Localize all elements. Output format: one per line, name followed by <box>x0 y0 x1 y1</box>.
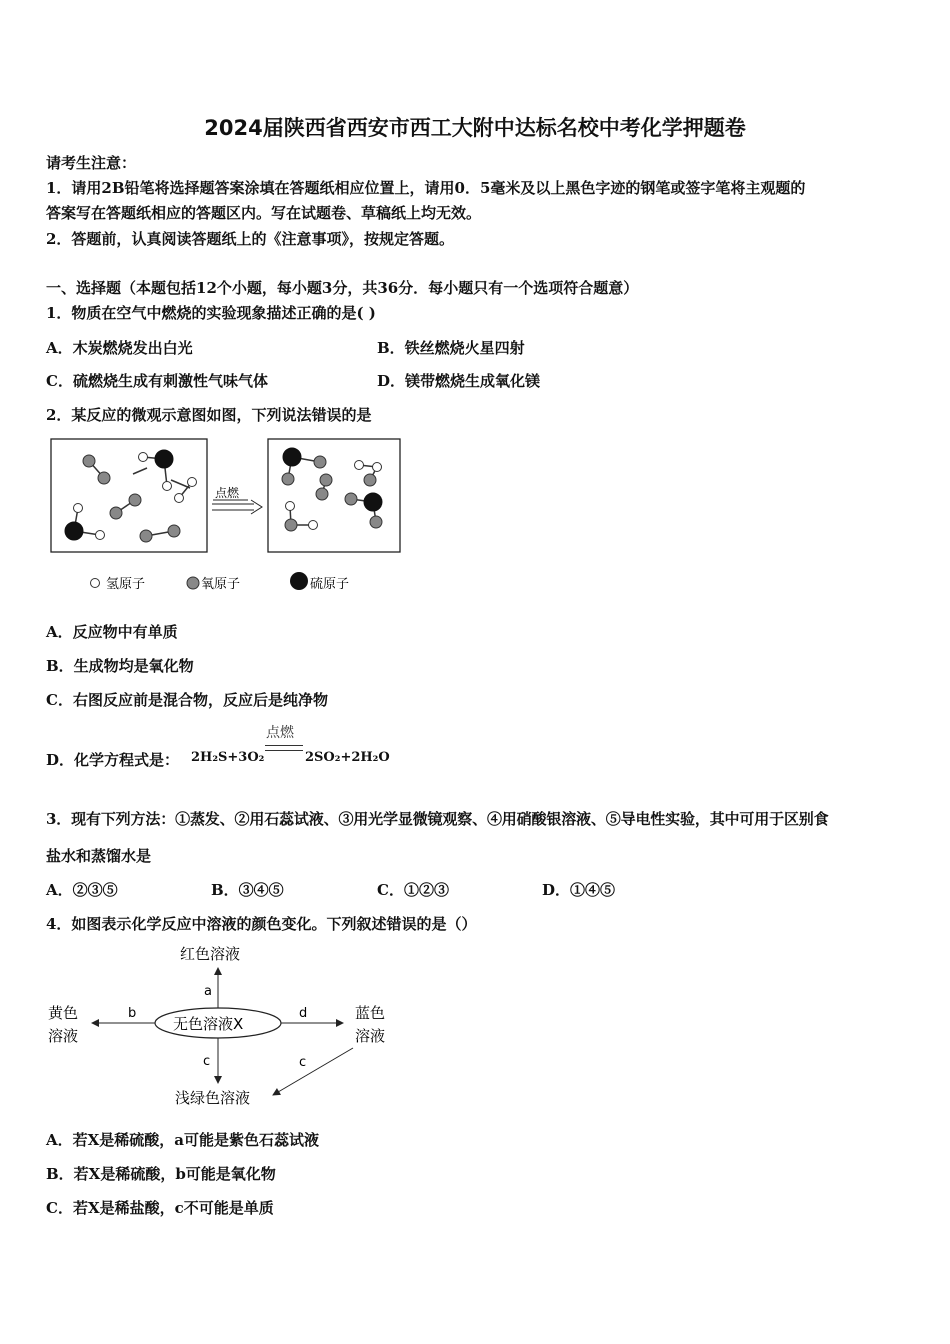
q3-option-b: B．③④⑤ <box>211 881 284 899</box>
page-title: 2024届陕西省西安市西工大附中达标名校中考化学押题卷 <box>204 116 746 140</box>
q4-option-c: C．若X是稀盐酸，c不可能是单质 <box>46 1199 274 1217</box>
legend-sulfur-icon <box>290 572 308 590</box>
bottom-solution-label: 浅绿色溶液 <box>175 1089 251 1107</box>
q1-stem: 1．物质在空气中燃烧的实验现象描述正确的是( ) <box>46 304 376 322</box>
left-molecules <box>65 450 197 542</box>
q1-option-d: D．镁带燃烧生成氧化镁 <box>377 372 541 390</box>
q3-option-c: C．①②③ <box>377 881 449 899</box>
right-solution-label-1: 蓝色 <box>355 1004 386 1022</box>
label-c-1: c <box>203 1054 211 1069</box>
notice-heading: 请考生注意： <box>46 154 137 172</box>
left-solution-label-2: 溶液 <box>48 1027 79 1045</box>
q2-option-c: C．右图反应前是混合物，反应后是纯净物 <box>46 691 328 709</box>
legend-sulfur: 硫原子 <box>310 577 350 592</box>
q3-stem-line-1: 3．现有下列方法：①蒸发、②用石蕊试液、③用光学显微镜观察、④用硝酸银溶液、⑤导电性实验，其中可用于区别食 <box>46 810 829 828</box>
q4-stem: 4．如图表示化学反应中溶液的颜色变化。下列叙述错误的是（） <box>46 915 477 933</box>
section-heading: 一、选择题（本题包括12个小题，每小题3分，共36分．每小题只有一个选项符合题意） <box>46 279 639 297</box>
equation-left: 2H₂S+3O₂ <box>191 750 265 765</box>
reaction-diagram <box>40 430 420 605</box>
q1-option-c: C．硫燃烧生成有刺激性气味气体 <box>46 372 268 390</box>
label-a: a <box>204 984 212 999</box>
label-b: b <box>128 1006 137 1021</box>
legend-oxygen: 氧原子 <box>201 577 241 592</box>
label-c-2: c <box>299 1055 307 1070</box>
q2-stem: 2．某反应的微观示意图如图，下列说法错误的是 <box>46 406 372 424</box>
equation-condition: 点燃 <box>266 725 294 741</box>
q2-option-d-prefix: D．化学方程式是： <box>46 751 180 769</box>
q3-option-d: D．①④⑤ <box>542 881 616 899</box>
notice-line-2: 2．答题前，认真阅读答题纸上的《注意事项》，按规定答题。 <box>46 230 454 248</box>
q3-option-a: A．②③⑤ <box>46 881 118 899</box>
equation-equals <box>265 745 303 751</box>
q4-option-a: A．若X是稀硫酸，a可能是紫色石蕊试液 <box>46 1131 319 1149</box>
reaction-arrow <box>212 500 262 514</box>
label-d: d <box>299 1006 308 1021</box>
q1-option-b: B．铁丝燃烧火星四射 <box>377 339 525 357</box>
q4-option-b: B．若X是稀硫酸，b可能是氧化物 <box>46 1165 276 1183</box>
legend-oxygen-icon <box>187 577 199 589</box>
arrow-c-diagonal <box>273 1048 353 1095</box>
legend-hydrogen: 氢原子 <box>106 577 146 592</box>
legend-hydrogen-icon <box>91 579 100 588</box>
q1-option-a: A．木炭燃烧发出白光 <box>46 339 193 357</box>
equation-right: 2SO₂+2H₂O <box>305 750 390 765</box>
notice-line-1b: 答案写在答题纸相应的答题区内。写在试题卷、草稿纸上均无效。 <box>46 204 482 222</box>
notice-line-1: 1．请用2B铅笔将选择题答案涂填在答题纸相应位置上，请用0．5毫米及以上黑色字迹的钢笔或签字笔将主观题的 <box>46 179 806 197</box>
right-molecules <box>282 448 382 531</box>
q2-option-a: A．反应物中有单质 <box>46 623 178 641</box>
q2-option-b: B．生成物均是氧化物 <box>46 657 194 675</box>
top-solution-label: 红色溶液 <box>180 945 241 963</box>
q3-stem-line-2: 盐水和蒸馏水是 <box>46 847 152 865</box>
center-solution-label: 无色溶液X <box>173 1015 244 1033</box>
arrow-label: 点燃 <box>215 486 240 500</box>
color-change-diagram <box>40 938 410 1113</box>
right-solution-label-2: 溶液 <box>355 1027 386 1045</box>
left-solution-label-1: 黄色 <box>48 1004 79 1022</box>
